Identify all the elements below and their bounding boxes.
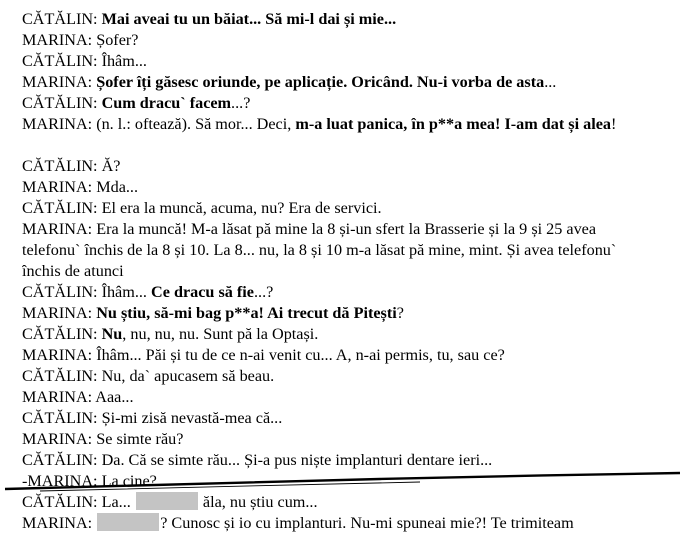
transcript-line <box>22 156 690 177</box>
speaker-name: -MARINA: <box>22 472 98 490</box>
speech-text: Îhâm... <box>97 52 147 70</box>
speech-text: (n. l.: oftează). Să mor... Deci, <box>92 115 296 133</box>
transcript-line <box>22 198 690 219</box>
speaker-name: MARINA: <box>22 220 93 238</box>
speaker-name: CĂTĂLIN: <box>22 283 98 301</box>
transcript-line <box>22 30 690 51</box>
speaker-name: CĂTĂLIN: <box>22 10 98 28</box>
bold-speech-text: Cum dracu` facem <box>101 94 232 112</box>
bold-speech-text: m-a luat panica, în p**a mea! I-am dat și alea <box>295 115 611 133</box>
speech-text: Șofer? <box>92 31 139 49</box>
speaker-name: MARINA: <box>22 346 93 364</box>
speech-text: Și-mi zisă nevastă-mea că... <box>97 409 283 427</box>
speech-text: , nu, nu, nu. Sunt pă la Optași. <box>122 325 319 343</box>
transcript-line <box>22 450 690 471</box>
transcript-line <box>22 219 654 282</box>
speaker-name: CĂTĂLIN: <box>22 199 98 217</box>
speaker-name: CĂTĂLIN: <box>22 493 98 511</box>
transcript-line <box>22 114 654 156</box>
speech-text: ? <box>396 304 404 322</box>
redaction-box <box>97 513 159 531</box>
speaker-name: MARINA: <box>22 73 93 91</box>
transcript-line <box>22 408 690 429</box>
speaker-name: CĂTĂLIN: <box>22 52 98 70</box>
transcript-line <box>22 492 690 513</box>
speaker-name: MARINA: <box>22 514 93 532</box>
speech-text: La cine? <box>97 472 157 490</box>
speech-text: Aaa... <box>92 388 134 406</box>
speech-text <box>92 514 96 532</box>
speaker-name: CĂTĂLIN: <box>22 409 98 427</box>
speech-text: Se simte rău? <box>92 430 184 448</box>
speech-text: Nu, da` apucasem să beau. <box>97 367 275 385</box>
transcript-line <box>22 387 690 408</box>
bold-speech-text: Nu <box>101 325 123 343</box>
transcript-line <box>22 471 690 492</box>
speech-text: ...? <box>253 283 274 301</box>
speaker-name: MARINA: <box>22 178 93 196</box>
transcript-line <box>22 513 690 534</box>
transcript-line <box>22 345 690 366</box>
transcript-line <box>22 429 690 450</box>
bold-speech-text: Nu știu, să-mi bag p**a! Ai trecut dă Pitești <box>96 304 397 322</box>
transcript-line <box>22 282 690 303</box>
speaker-name: CĂTĂLIN: <box>22 157 98 175</box>
bold-speech-text: Ce dracu să fie <box>151 283 254 301</box>
transcript-line <box>22 303 690 324</box>
speech-text: El era la muncă, acuma, nu? Era de servici. <box>97 199 382 217</box>
transcript-lines <box>22 9 690 534</box>
speaker-name: MARINA: <box>22 388 93 406</box>
speaker-name: MARINA: <box>22 31 93 49</box>
bold-speech-text: Șofer îți găsesc oriunde, pe aplicație. Oricând. Nu-i vorba de asta <box>96 73 545 91</box>
speech-text: ! <box>611 115 617 133</box>
transcript-line <box>22 324 690 345</box>
speech-text: ăla, nu știu cum... <box>198 493 318 511</box>
transcript-line <box>22 9 690 30</box>
speech-text: ...? <box>231 94 251 112</box>
speech-text: La... <box>97 493 135 511</box>
bold-speech-text: Mai aveai tu un băiat... Să mi-l dai și mie... <box>101 10 397 28</box>
speech-text: Ă? <box>97 157 121 175</box>
speaker-name: CĂTĂLIN: <box>22 367 98 385</box>
speaker-name: MARINA: <box>22 115 93 133</box>
speech-text: Îhâm... Păi și tu de ce n-ai venit cu... A, n-ai permis, tu, sau ce? <box>92 346 505 364</box>
redaction-box <box>136 492 198 510</box>
speaker-name: CĂTĂLIN: <box>22 94 98 112</box>
transcript-line <box>22 72 690 93</box>
transcript-line <box>22 93 690 114</box>
speaker-name: CĂTĂLIN: <box>22 325 98 343</box>
speech-text: ... <box>544 73 557 91</box>
speaker-name: CĂTĂLIN: <box>22 451 98 469</box>
speech-text: Da. Că se simte rău... Și-a pus niște implanturi dentare ieri... <box>97 451 493 469</box>
transcript-line <box>22 366 690 387</box>
speech-text: Îhâm... <box>97 283 152 301</box>
transcript-line <box>22 177 690 198</box>
speaker-name: MARINA: <box>22 304 93 322</box>
speech-text: Mda... <box>92 178 139 196</box>
speech-text: ? Cunosc și io cu implanturi. Nu-mi spuneai mie?! Te trimiteam <box>160 514 574 532</box>
speech-text: Era la muncă! M-a lăsat pă mine la 8 și-un sfert la Brasserie și la 9 și 25 avea telefonu` închis de la 8 și 10. La 8... nu, la 8 și 10 m-a lăsat pă mine, mint. Și avea telefonu` închis de atunci <box>22 220 617 280</box>
transcript-line <box>22 51 690 72</box>
speaker-name: MARINA: <box>22 430 93 448</box>
